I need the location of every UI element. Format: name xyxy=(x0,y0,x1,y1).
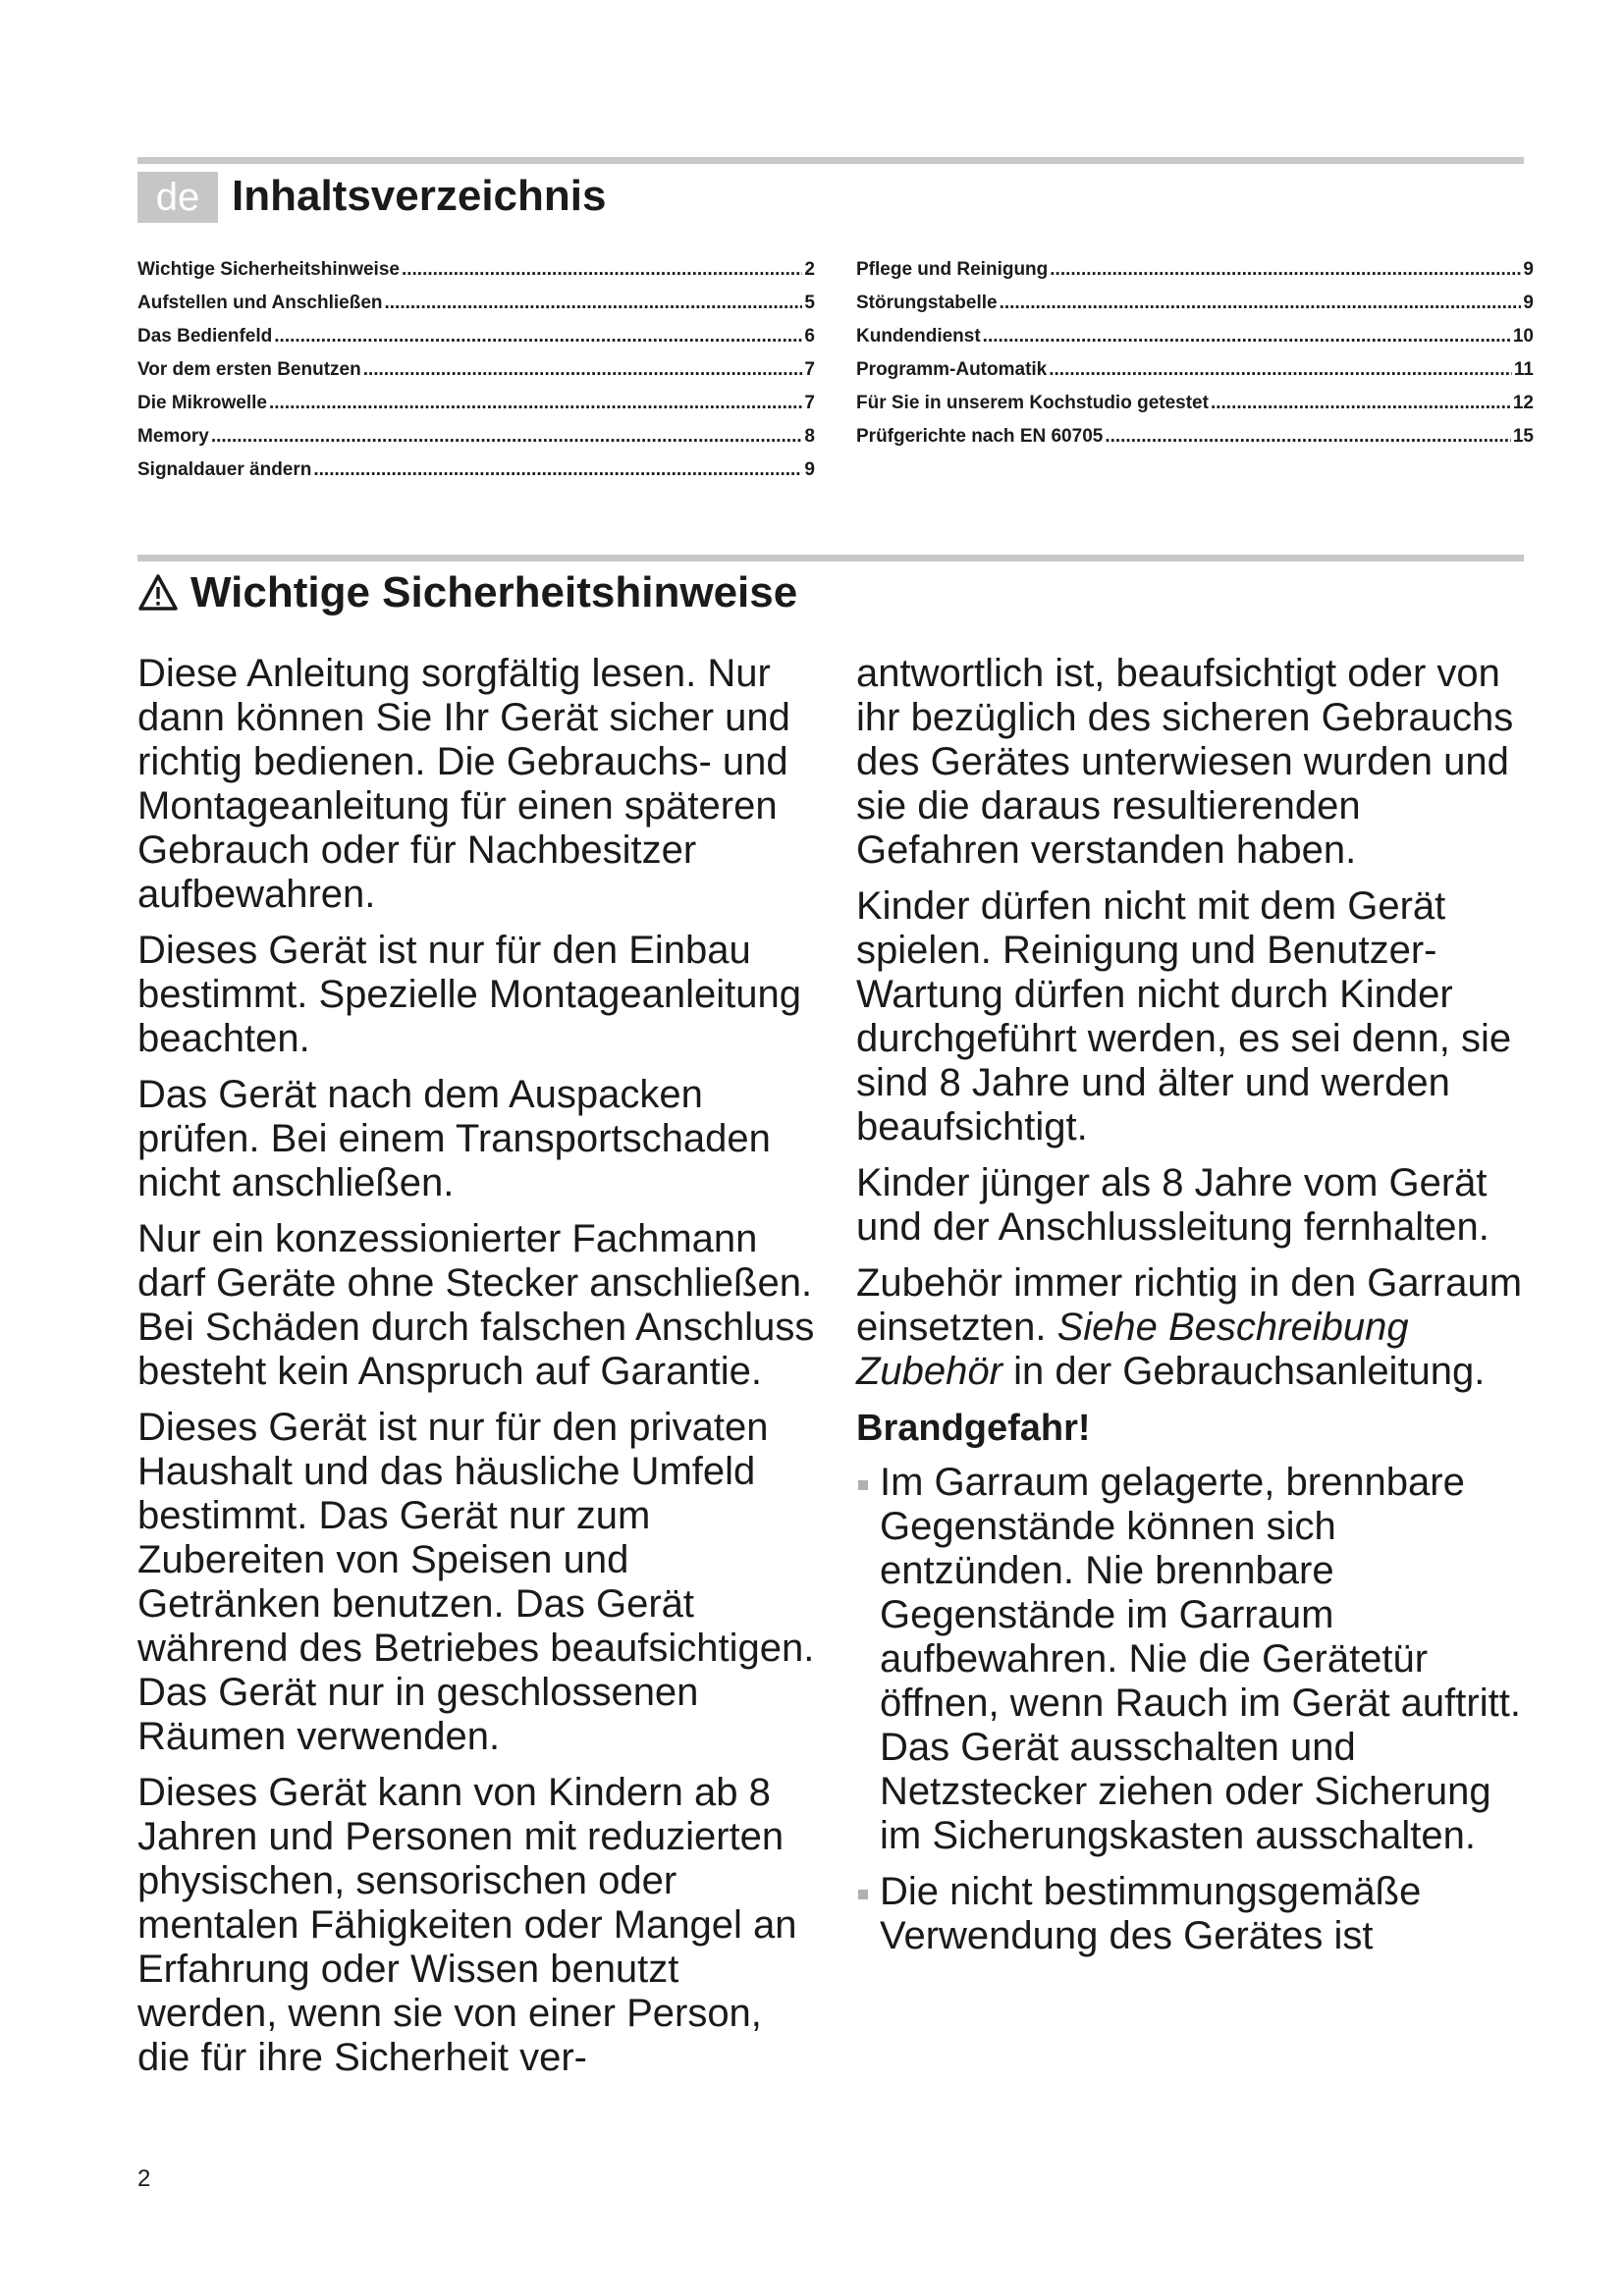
toc-entry-label: Signaldauer ändern xyxy=(137,459,312,480)
toc-entry-page: 6 xyxy=(804,326,815,347)
safety-paragraph: Kinder dürfen nicht mit dem Gerät spielen. Reinigung und Benutzer-Wartung dürfen nicht durch Kinder durchgeführt werden, es sei denn, sie sind 8 Jahre und älter und werden beaufsichtigt. xyxy=(856,884,1512,1148)
toc-entry[interactable] xyxy=(137,259,815,293)
toc-entry-label: Vor dem ersten Benutzen xyxy=(137,359,361,380)
toc-entry-page: 2 xyxy=(804,259,815,280)
toc-entry-label: Für Sie in unserem Kochstudio getestet xyxy=(856,393,1209,413)
toc-entry-label: Programm-Automatik xyxy=(856,359,1048,380)
toc-entry-page: 8 xyxy=(804,426,815,447)
toc-entry[interactable] xyxy=(856,326,1534,359)
safety-paragraph: Dieses Gerät ist nur für den Einbau bestimmt. Spezielle Montageanleitung beachten. xyxy=(137,929,801,1060)
toc-top-rule xyxy=(137,157,1524,164)
bullet-square-icon xyxy=(858,1890,868,1899)
toc-entry-label: Memory xyxy=(137,426,209,447)
safety-paragraph: Das Gerät nach dem Auspacken prüfen. Bei einem Transportschaden nicht anschließen. xyxy=(137,1073,771,1204)
toc-entry-label: Aufstellen und Anschließen xyxy=(137,293,383,313)
toc-entry-page: 5 xyxy=(804,293,815,313)
toc-entry-label: Das Bedienfeld xyxy=(137,326,273,347)
toc-entry[interactable] xyxy=(137,326,815,359)
toc-entry[interactable] xyxy=(856,393,1534,426)
warning-triangle-icon xyxy=(137,573,179,613)
toc-entry-label: Störungstabelle xyxy=(856,293,998,313)
toc-left-column xyxy=(137,259,815,493)
toc-entry-label: Die Mikrowelle xyxy=(137,393,267,413)
safety-paragraph: Dieses Gerät ist nur für den privaten Haushalt und das häusliche Umfeld bestimmt. Das Gerät nur zum Zubereiten von Speisen und Getränken benutzen. Das Gerät während des Betriebes beaufsichtigen. Das Gerät nur in geschlossenen Räumen verwenden. xyxy=(137,1406,815,1758)
toc-entry[interactable] xyxy=(137,359,815,393)
toc-entry[interactable] xyxy=(856,426,1534,459)
accessory-paragraph xyxy=(856,1261,1534,1394)
toc-entry[interactable] xyxy=(137,426,815,459)
bullet-square-icon xyxy=(858,1480,868,1490)
toc-entry-page: 7 xyxy=(804,393,815,413)
toc-title: Inhaltsverzeichnis xyxy=(232,172,607,220)
toc-right-column xyxy=(856,259,1534,459)
fire-bullet-text: Die nicht bestimmungsgemäße Verwendung des Gerätes ist xyxy=(880,1870,1422,1957)
fire-bullet-text: Im Garraum gelagerte, brennbare Gegenstände können sich entzünden. Nie brennbare Gegenstände im Garraum aufbewahren. Nie die Gerätetür öffnen, wenn Rauch im Gerät auftritt. Das Gerät ausschalten und Netzstecker ziehen oder Sicherung im Sicherungskasten ausschalten. xyxy=(880,1461,1521,1857)
toc-entry-label: Prüfgerichte nach EN 60705 xyxy=(856,426,1104,447)
fire-bullet xyxy=(856,1461,1534,1858)
toc-entry-page: 9 xyxy=(1523,259,1534,280)
toc-entry-page: 10 xyxy=(1512,326,1534,347)
fire-bullet xyxy=(856,1870,1534,1958)
toc-entry-page: 12 xyxy=(1512,393,1534,413)
safety-paragraph: Kinder jünger als 8 Jahre vom Gerät und der Anschlussleitung fernhalten. xyxy=(856,1161,1489,1249)
toc-entry-page: 9 xyxy=(1523,293,1534,313)
safety-paragraph: Dieses Gerät kann von Kindern ab 8 Jahren und Personen mit reduzierten physischen, sensorischen oder mentalen Fähigkeiten oder Mangel an Erfahrung oder Wissen benutzt werden, wenn sie von einer Person, die für ihre Sicherheit ver- xyxy=(137,1771,797,2079)
safety-paragraph: Diese Anleitung sorgfältig lesen. Nur dann können Sie Ihr Gerät sicher und richtig bedienen. Die Gebrauchs- und Montageanleitung für einen späteren Gebrauch oder für Nachbesitzer aufbewahren. xyxy=(137,652,790,916)
toc-entry[interactable] xyxy=(137,459,815,493)
toc-entry-label: Wichtige Sicherheitshinweise xyxy=(137,259,400,280)
safety-paragraph: antwortlich ist, beaufsichtigt oder von ihr bezüglich des sicheren Gebrauchs des Gerätes unterwiesen wurden und sie die daraus resultierenden Gefahren verstanden haben. xyxy=(856,652,1514,872)
toc-entry[interactable] xyxy=(137,293,815,326)
toc-entry-label: Pflege und Reinigung xyxy=(856,259,1049,280)
toc-entry[interactable] xyxy=(856,359,1534,393)
section-title xyxy=(137,565,797,620)
toc-entry[interactable] xyxy=(856,259,1534,293)
toc-entry-page: 9 xyxy=(804,459,815,480)
toc-entry[interactable] xyxy=(137,393,815,426)
accessory-text-end: in der Gebrauchsanleitung. xyxy=(1001,1350,1486,1393)
language-badge: de xyxy=(137,172,218,223)
toc-entry-page: 7 xyxy=(804,359,815,380)
accessory-reference: Siehe Beschreibung Zubehör xyxy=(856,1306,1409,1393)
accessory-text: Zubehör immer richtig in den Garraum einsetzten. xyxy=(856,1261,1523,1349)
toc-entry-page: 11 xyxy=(1513,359,1534,380)
section-top-rule xyxy=(137,555,1524,561)
toc-entry[interactable] xyxy=(856,293,1534,326)
safety-paragraph: Nur ein konzessionierter Fachmann darf Geräte ohne Stecker anschließen. Bei Schäden durch falschen Anschluss besteht kein Anspruch auf Garantie. xyxy=(137,1217,815,1393)
safety-left-column xyxy=(137,652,815,2092)
toc-entry-page: 15 xyxy=(1512,426,1534,447)
section-title-text: Wichtige Sicherheitshinweise xyxy=(190,568,798,616)
page-number: 2 xyxy=(137,2165,151,2192)
safety-right-column xyxy=(856,652,1534,1970)
fire-hazard-heading: Brandgefahr! xyxy=(856,1408,1091,1449)
toc-entry-label: Kundendienst xyxy=(856,326,981,347)
